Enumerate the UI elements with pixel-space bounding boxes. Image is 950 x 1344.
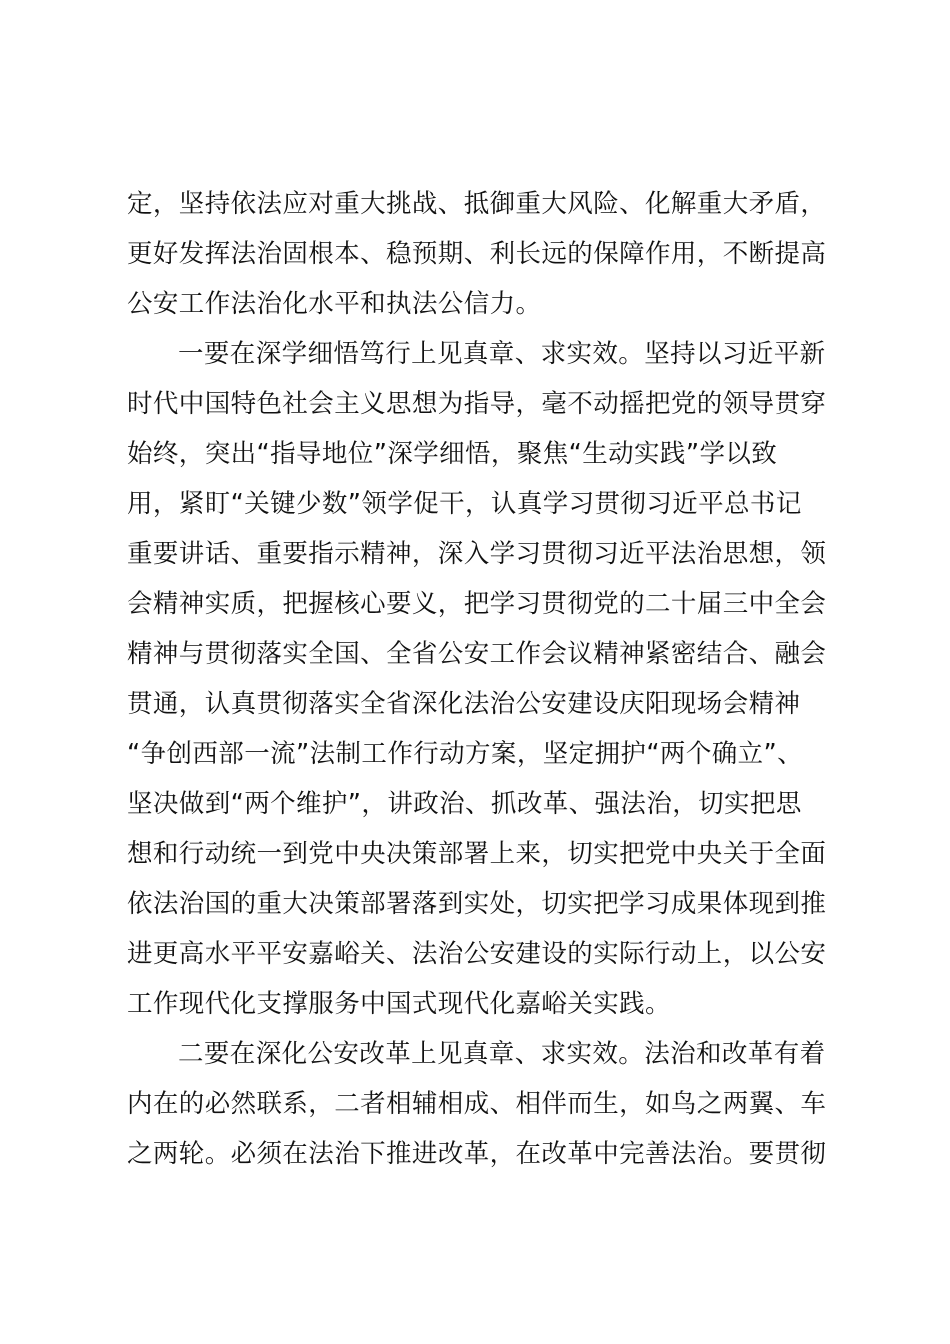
text-line: 精神与贯彻落实全国、全省公安工作会议精神紧密结合、融会	[127, 639, 827, 669]
text-line: 工作现代化支撑服务中国式现代化嘉峪关实践。	[127, 989, 671, 1019]
paragraph-first-line: 一要在深学细悟笃行上见真章、求实效。坚持以习近平新	[178, 339, 826, 369]
text-line: 始终，突出“指导地位”深学细悟，聚焦“生动实践”学以致	[127, 439, 778, 469]
text-line: 定，坚持依法应对重大挑战、抵御重大风险、化解重大矛盾，	[127, 189, 827, 219]
text-line: 更好发挥法治固根本、稳预期、利长远的保障作用，不断提高	[127, 239, 827, 269]
paragraph-first-line: 二要在深化公安改革上见真章、求实效。法治和改革有着	[178, 1039, 826, 1069]
text-line: 坚决做到“两个维护”，讲政治、抓改革、强法治，切实把思	[127, 789, 802, 819]
text-line: 内在的必然联系，二者相辅相成、相伴而生，如鸟之两翼、车	[127, 1089, 827, 1119]
text-line: 想和行动统一到党中央决策部署上来，切实把党中央关于全面	[127, 839, 827, 869]
text-line: 用，紧盯“关键少数”领学促干，认真学习贯彻习近平总书记	[127, 489, 802, 519]
text-line: 贯通，认真贯彻落实全省深化法治公安建设庆阳现场会精神	[127, 689, 801, 719]
text-line: 依法治国的重大决策部署落到实处，切实把学习成果体现到推	[127, 889, 827, 919]
text-line: 重要讲话、重要指示精神，深入学习贯彻习近平法治思想，领	[127, 539, 827, 569]
text-line: 进更高水平平安嘉峪关、法治公安建设的实际行动上，以公安	[127, 939, 827, 969]
text-line: 之两轮。必须在法治下推进改革，在改革中完善法治。要贯彻	[127, 1139, 827, 1169]
text-line: “争创西部一流”法制工作行动方案，坚定拥护“两个确立”、	[127, 739, 804, 769]
text-line: 时代中国特色社会主义思想为指导，毫不动摇把党的领导贯穿	[127, 389, 827, 419]
text-line: 公安工作法治化水平和执法公信力。	[127, 289, 542, 319]
text-line: 会精神实质，把握核心要义，把学习贯彻党的二十届三中全会	[127, 589, 827, 619]
